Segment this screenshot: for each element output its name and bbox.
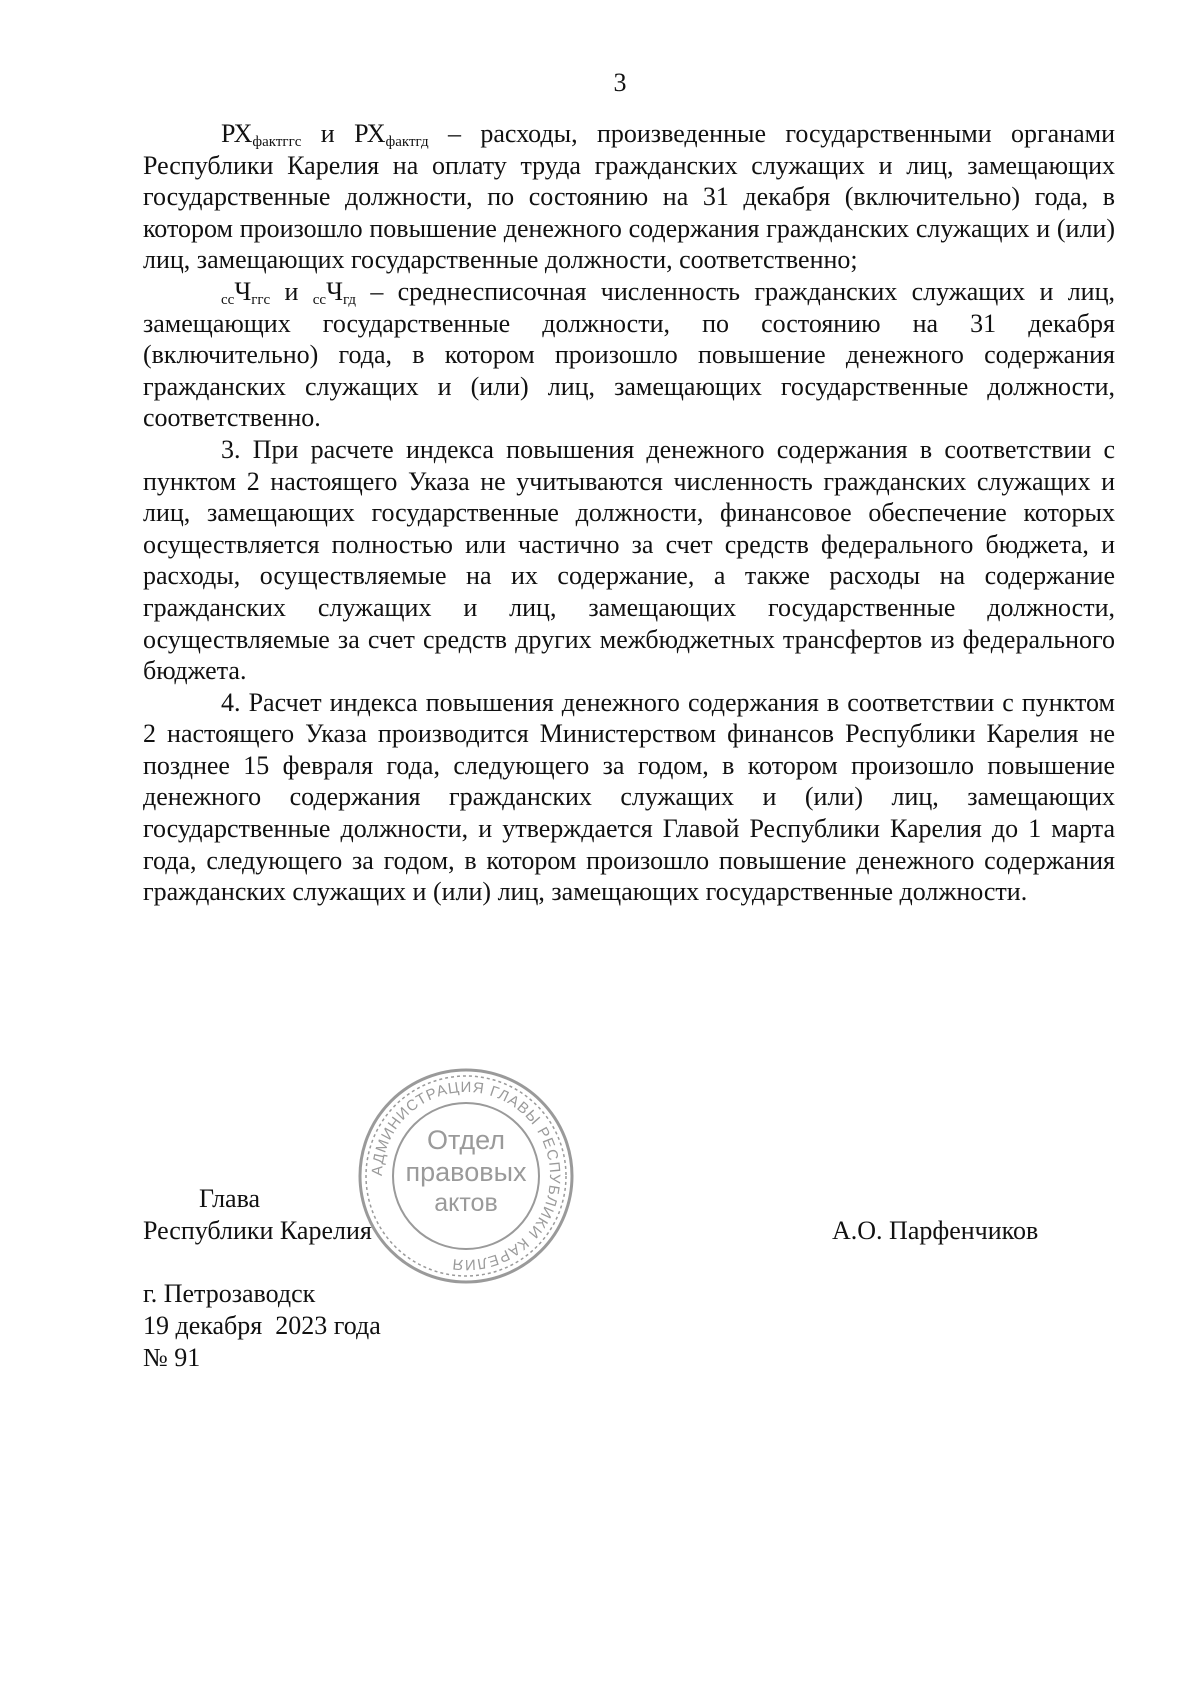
- stamp-seal: [355, 1065, 577, 1287]
- stamp-line-3: актов: [434, 1189, 498, 1217]
- symbol-rx-gd: $РХ_{фактгд}$: [354, 119, 429, 150]
- definition-headcount: ссЧ$_{ггс}$ и ссЧ$_{гд}$ – среднесписочная численность гражданских служащих и лиц, замещающих государственные должности, по состоянию на 31 декабря (включительно) года, в котором произошло повышение денежного содержания гражданских служащих и (или) лиц, замещающих государственные должности, соответственно.: [143, 276, 1116, 433]
- decree-number: № 91: [143, 1343, 201, 1372]
- city: г. Петрозаводск: [143, 1279, 316, 1308]
- document-body: [143, 118, 1115, 908]
- stamp-ring-text: АДМИНИСТРАЦИЯ ГЛАВЫ РЕСПУБЛИКИ КАРЕЛИЯ: [368, 1078, 564, 1274]
- stamp-line-1: Отдел: [426, 1125, 506, 1155]
- signatory-title: Глава Республики Карелия: [143, 1184, 372, 1245]
- symbol-ch-ggs: ссЧ$_{ггс}$: [221, 276, 271, 308]
- page-number: 3: [613, 68, 627, 97]
- symbol-rx-ggs: $РХ_{фактггс}$: [221, 119, 302, 150]
- paragraph-4: 4. Расчет индекса повышения денежного содержания в соответствии с пунктом 2 настоящего Указа производится Министерством финансов Республики Карелия не позднее 15 февраля года, следующего за годом, в котором произошло повышение денежного содержания гражданских служащих и (или) лиц, замещающих государственные должности, и утверждается Главой Республики Карелия до 1 марта года, следующего за годом, в котором произошло повышение денежного содержания гражданских служащих и (или) лиц, замещающих государственные должности.: [143, 687, 1115, 907]
- stamp-line-2: правовых: [405, 1157, 527, 1187]
- paragraph-3: 3. При расчете индекса повышения денежного содержания в соответствии с пунктом 2 настоящего Указа не учитываются численность гражданских служащих и лиц, замещающих государственные должности, финансовое обеспечение которых осуществляется полностью или частично за счет средств федерального бюджета, и расходы, осуществляемые на их содержание, а также расходы на содержание гражданских служащих и лиц, замещающих государственные должности, осуществляемые за счет средств других межбюджетных трансфертов из федерального бюджета.: [143, 434, 1115, 686]
- document-footer: [143, 1278, 381, 1374]
- definition-expenses: $РХ_{фактггс}$ и $РХ_{фактгд}$ – расходы, произведенные государственными органами Республики Карелия на оплату труда гражданских служащих и лиц, замещающих государственные должности, по состоянию на 31 декабря (включительно) года, в котором произошло повышение денежного содержания гражданских служащих и (или) лиц, замещающих государственные должности, соответственно;: [143, 119, 1116, 275]
- date: 19 декабря 2023 года: [143, 1311, 381, 1340]
- signatory-name: А.О. Парфенчиков: [832, 1216, 1039, 1245]
- symbol-ch-gd: ссЧ$_{гд}$: [312, 276, 357, 308]
